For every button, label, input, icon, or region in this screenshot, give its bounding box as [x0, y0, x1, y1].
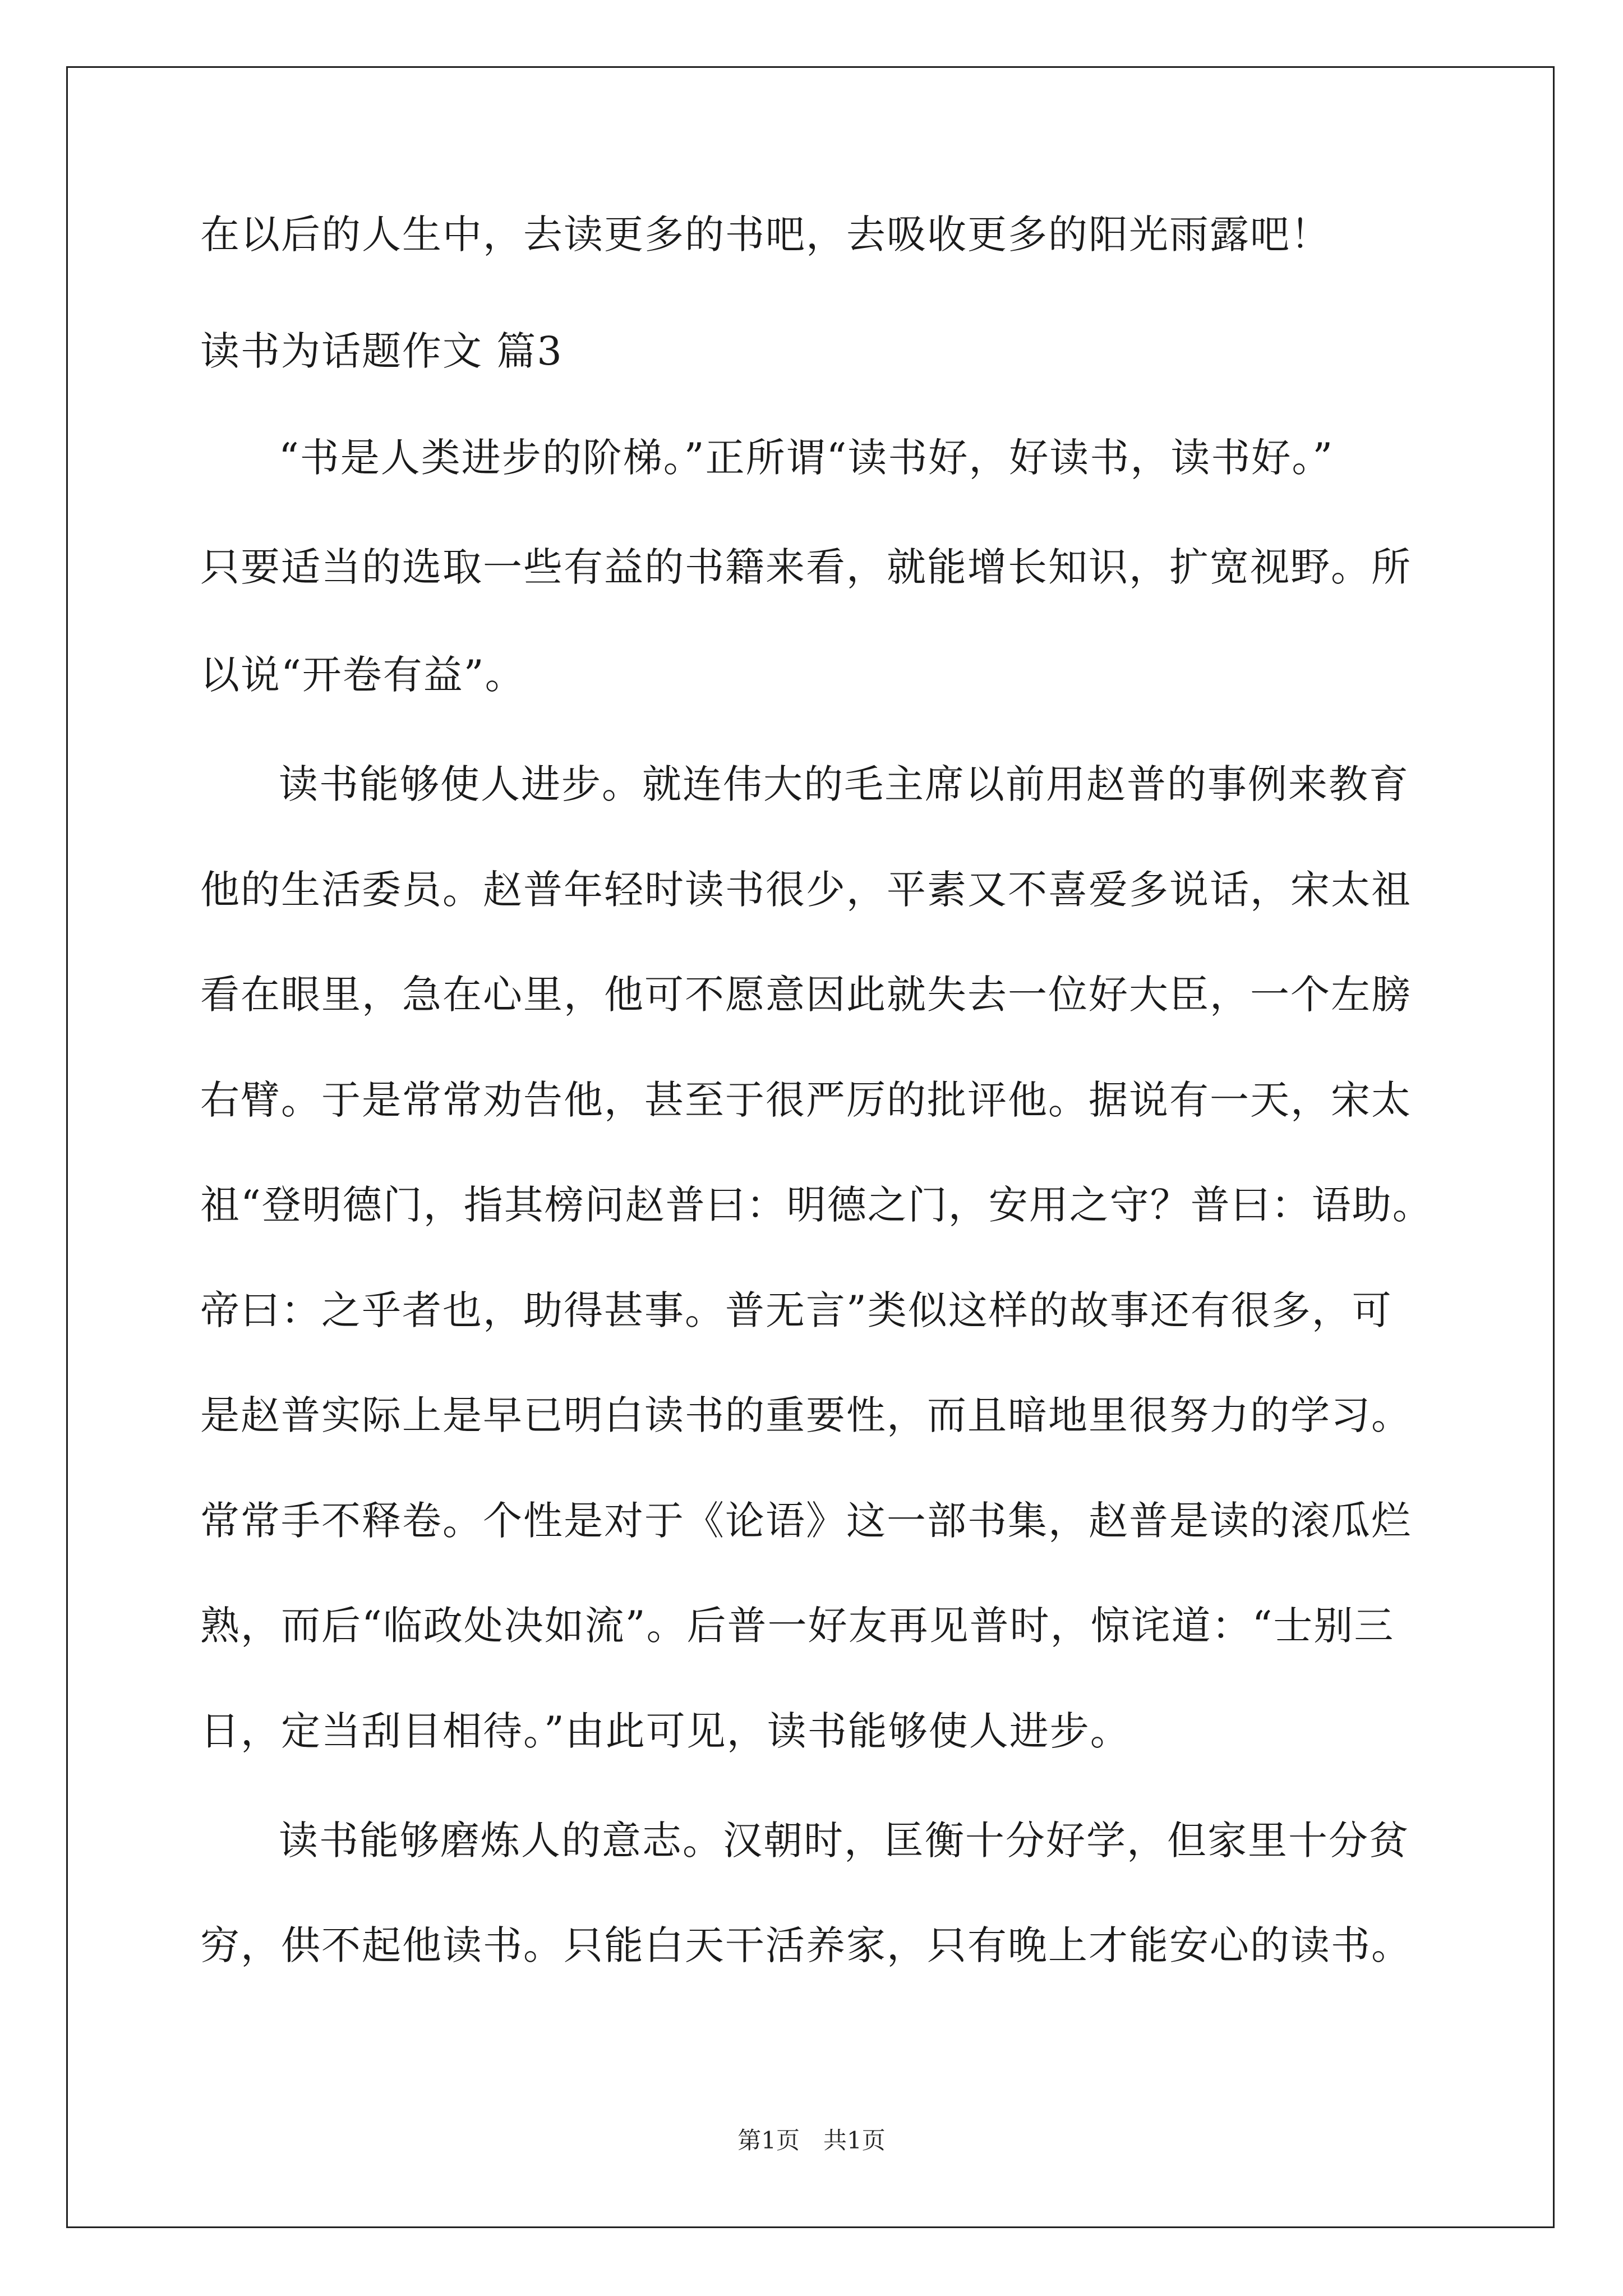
text-line: “书是人类进步的阶梯。”正所谓“读书好，好读书，读书好。” — [279, 435, 1334, 481]
text-line: 帝曰：之乎者也，助得甚事。普无言”类似这样的故事还有很多，可 — [200, 1287, 1393, 1333]
text-line: 读书能够磨炼人的意志。汉朝时，匡衡十分好学，但家里十分贫 — [279, 1818, 1409, 1864]
text-line: 熟，而后“临政处决如流”。后普一好友再见普时，惊诧道：“士别三 — [200, 1603, 1395, 1649]
text-line: 穷，供不起他读书。只能白天干活养家，只有晚上才能安心的读书。 — [200, 1922, 1412, 1968]
text-line: 以说“开卷有益”。 — [200, 652, 525, 698]
text-line: 看在眼里，急在心里，他可不愿意因此就失去一位好大臣，一个左膀 — [200, 972, 1412, 1018]
text-line: 日，定当刮目相待。”由此可见，读书能够使人进步。 — [200, 1708, 1131, 1754]
text-line: 祖“登明德门，指其榜问赵普曰：明德之门，安用之守？普曰：语助。 — [200, 1182, 1433, 1228]
page-border — [66, 66, 1555, 2228]
text-line: 只要适当的选取一些有益的书籍来看，就能增长知识，扩宽视野。所 — [200, 544, 1412, 590]
section-heading: 读书为话题作文 篇3 — [200, 328, 563, 374]
text-line: 在以后的人生中，去读更多的书吧，去吸收更多的阳光雨露吧！ — [200, 211, 1331, 257]
page-footer: 第1页 共1页 — [737, 2127, 886, 2154]
text-line: 常常手不释卷。个性是对于《论语》这一部书集，赵普是读的滚瓜烂 — [200, 1498, 1412, 1544]
text-line: 右臂。于是常常劝告他，甚至于很严厉的批评他。据说有一天，宋太 — [200, 1077, 1412, 1123]
text-line: 他的生活委员。赵普年轻时读书很少，平素又不喜爱多说话，宋太祖 — [200, 867, 1412, 913]
text-line: 读书能够使人进步。就连伟大的毛主席以前用赵普的事例来教育 — [279, 761, 1409, 807]
text-line: 是赵普实际上是早已明白读书的重要性，而且暗地里很努力的学习。 — [200, 1392, 1412, 1438]
